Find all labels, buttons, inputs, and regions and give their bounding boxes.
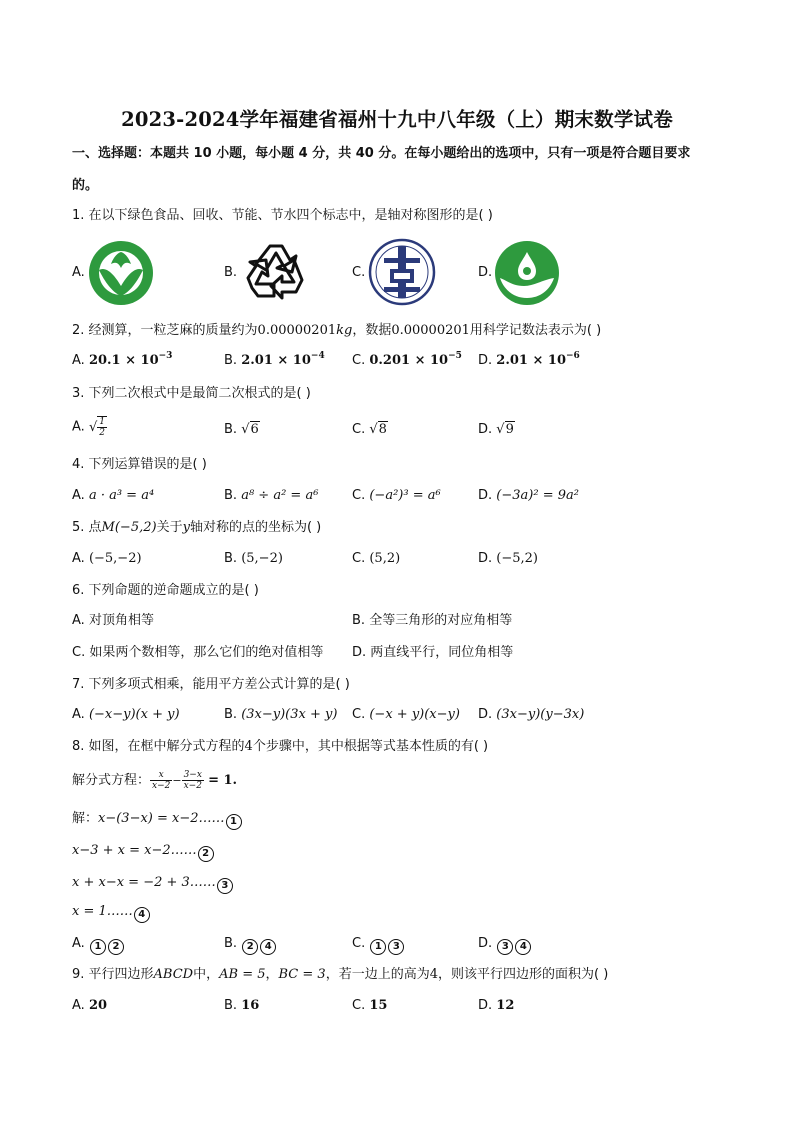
q4-option-c: [352, 487, 441, 505]
q3-option-c: C. √8: [352, 422, 387, 437]
q2-option-c-value: 0.201 × 10: [369, 353, 449, 368]
q7-option-a: [72, 706, 180, 724]
q6-option-a: [72, 612, 154, 630]
page-title: 2023-2024学年福建省福州十九中八年级（上）期末数学试卷: [121, 108, 673, 131]
q2-number-2: 0.00000201: [391, 323, 470, 338]
q8-equation-rhs: = 1.: [208, 773, 238, 788]
q9-option-c: [352, 997, 387, 1015]
q5-option-b: [224, 550, 283, 568]
q3-option-d: D. √9: [478, 422, 514, 437]
q8-option-b-marker-2: 4: [260, 939, 276, 955]
q8-option-b-marker-1: 2: [242, 939, 258, 955]
q4-option-b-expr: a⁸ ÷ a² = a⁶: [241, 488, 319, 503]
q2-option-c-exponent: −5: [448, 351, 462, 361]
q8-step-2-expr: x−3 + x = x−2……: [72, 843, 197, 858]
q7-option-d: [478, 706, 584, 724]
q2-stem-a: 2. 经测算，一粒芝麻的质量约为: [72, 323, 258, 338]
q8-step-3-expr: x + x−x = −2 + 3……: [72, 875, 216, 890]
q2-option-d-exponent: −6: [566, 351, 580, 361]
q9-option-a: [72, 997, 107, 1015]
q8-fraction-1-numerator: x: [150, 770, 172, 781]
q2-option-b-label: B.: [224, 353, 238, 368]
q4-option-c-expr: (−a²)³ = a⁶: [369, 488, 441, 503]
q4-option-a: [72, 487, 154, 505]
q6-option-d-text: 两直线平行，同位角相等: [370, 645, 514, 660]
question-7-stem: 7. 下列多项式相乘，能用平方差公式计算的是( ): [72, 677, 350, 692]
q1-option-d-label: D.: [478, 265, 493, 280]
q8-step-4-marker: 4: [134, 907, 150, 923]
q5-option-c-label: C.: [352, 551, 366, 566]
q2-stem-c: 用科学记数法表示为( ): [469, 323, 602, 338]
green-food-logo-icon: [88, 240, 154, 310]
q6-option-b: [352, 612, 512, 630]
q4-option-a-expr: a · a³ = a⁴: [88, 488, 155, 503]
q3-option-d-radicand: 9: [505, 422, 514, 437]
question-3-stem: 3. 下列二次根式中是最简二次根式的是( ): [72, 386, 311, 401]
q6-option-b-label: B.: [352, 613, 366, 628]
q2-option-a-exponent: −3: [158, 351, 173, 361]
q5-option-d: [478, 550, 538, 568]
q4-option-a-label: A.: [72, 488, 85, 503]
q8-step-3-marker: 3: [217, 878, 233, 894]
q8-solve-label: 解：: [72, 811, 99, 826]
q3-option-a: [72, 416, 107, 438]
q2-option-a: [72, 352, 172, 370]
q9-option-c-value: 15: [369, 998, 388, 1013]
q2-option-d-value: 2.01 × 10: [496, 353, 566, 368]
recycle-logo-icon: [244, 240, 308, 308]
q8-step-count: 4: [244, 739, 253, 754]
q2-option-d-label: D.: [478, 353, 493, 368]
q3-option-c-radicand: 8: [378, 422, 387, 437]
q9-option-a-label: A.: [72, 998, 85, 1013]
q5-option-b-expr: (5,−2): [241, 551, 283, 566]
q2-stem-b: ，数据: [352, 323, 392, 338]
q8-option-c-marker-2: 3: [388, 939, 404, 955]
q8-step-2-marker: 2: [198, 846, 214, 862]
q8-step-4-expr: x = 1……: [72, 904, 133, 919]
q5-option-b-label: B.: [224, 551, 238, 566]
q9-option-a-value: 20: [88, 998, 108, 1013]
question-1-stem: 1. 在以下绿色食品、回收、节能、节水四个标志中，是轴对称图形的是( ): [72, 208, 493, 223]
q8-step-1: [72, 810, 243, 830]
q6-option-c-text: 如果两个数相等，那么它们的绝对值相等: [89, 645, 324, 660]
q9-stem-c: ，若一边上的高为: [325, 967, 430, 982]
q8-minus-sign: −: [172, 774, 182, 787]
water-saving-logo-icon: [494, 240, 560, 310]
question-9-stem: [72, 966, 608, 984]
q7-option-c: [352, 706, 460, 724]
q4-option-b: [224, 487, 318, 505]
q7-option-a-expr: (−x−y)(x + y): [88, 707, 180, 722]
q7-option-c-label: C.: [352, 707, 366, 722]
q8-fraction-1-denominator: x−2: [152, 781, 171, 791]
q5-option-d-expr: (−5,2): [496, 551, 539, 566]
q9-shape: ABCD: [153, 967, 194, 982]
q8-option-d-marker-2: 4: [515, 939, 531, 955]
q8-fraction-2-numerator: 3−x: [183, 770, 202, 780]
q5-stem-c: 轴对称的点的坐标为( ): [189, 520, 322, 535]
q8-option-b-label: B.: [224, 936, 238, 951]
q2-option-c: [352, 352, 462, 370]
q8-option-a-marker-2: 2: [108, 939, 124, 955]
q9-option-b-value: 16: [241, 998, 260, 1013]
q3-option-d-label: D.: [478, 422, 493, 437]
q3-option-b-label: B.: [224, 422, 238, 437]
q6-option-c-label: C.: [72, 645, 86, 660]
q4-option-d-expr: (−3a)² = 9a²: [496, 488, 579, 503]
question-8-stem: [72, 738, 488, 756]
q3-option-c-label: C.: [352, 422, 366, 437]
q1-option-a-label: A.: [72, 265, 85, 280]
q2-option-b-value: 2.01 × 10: [241, 353, 311, 368]
q9-side-ab: AB = 5: [219, 967, 266, 982]
q8-option-c: [352, 935, 405, 955]
q7-option-d-label: D.: [478, 707, 493, 722]
q9-stem-a: 9. 平行四边形: [72, 967, 154, 982]
q3-option-a-numerator: 1: [99, 417, 105, 427]
q5-stem-a: 5. 点: [72, 520, 102, 535]
q8-fraction-2-denominator: x−2: [183, 781, 202, 791]
q5-point: M(−5,2): [101, 520, 157, 535]
q4-option-d-label: D.: [478, 488, 493, 503]
section-heading: 一、选择题：本题共 10 小题，每小题 4 分，共 40 分。在每小题给出的选项中，只有一项是符合题目要求: [72, 146, 691, 161]
q4-option-b-label: B.: [224, 488, 238, 503]
question-4-stem: 4. 下列运算错误的是( ): [72, 457, 207, 472]
q2-unit: kg: [336, 323, 353, 338]
q8-step-3: [72, 874, 234, 894]
q8-equation: [72, 770, 237, 791]
q5-axis: y: [182, 520, 190, 535]
q7-option-c-expr: (−x + y)(x−y): [369, 707, 460, 722]
q2-option-d: [478, 352, 580, 370]
energy-saving-logo-icon: [368, 238, 436, 310]
q9-separator: ，: [265, 967, 279, 982]
q7-option-a-label: A.: [72, 707, 85, 722]
q8-option-d: [478, 935, 532, 955]
question-5-stem: [72, 519, 321, 537]
q5-option-d-label: D.: [478, 551, 493, 566]
q2-option-a-value: 20.1 × 10: [88, 353, 159, 368]
q8-option-a-marker-1: 1: [90, 939, 106, 955]
q9-option-b: [224, 997, 259, 1015]
q8-step-4: [72, 903, 151, 923]
question-2-stem: [72, 322, 601, 340]
q9-option-d-value: 12: [496, 998, 515, 1013]
q6-option-c: [72, 644, 323, 662]
q3-option-a-denominator: 2: [99, 428, 105, 438]
q5-option-c: [352, 550, 400, 568]
q9-stem-b: 中，: [193, 967, 220, 982]
q8-option-c-marker-1: 1: [370, 939, 386, 955]
q9-option-d: [478, 997, 514, 1015]
q6-option-a-label: A.: [72, 613, 85, 628]
q6-option-a-text: 对顶角相等: [88, 613, 154, 628]
q8-option-a: [72, 935, 125, 955]
q5-option-c-expr: (5,2): [369, 551, 401, 566]
q2-number-1: 0.00000201: [257, 323, 337, 338]
q3-option-a-sqrt: √ $\frac{1}{2}$: [88, 417, 105, 438]
q5-option-a-expr: (−5,−2): [88, 551, 142, 566]
q2-option-a-label: A.: [72, 353, 85, 368]
q9-option-d-label: D.: [478, 998, 493, 1013]
q8-option-d-marker-1: 3: [497, 939, 513, 955]
q8-step-1-expr: x−(3−x) = x−2……: [98, 811, 225, 826]
q3-option-b-radicand: 6: [250, 422, 259, 437]
q8-option-b: [224, 935, 277, 955]
q7-option-b-label: B.: [224, 707, 238, 722]
q9-height: 4: [429, 967, 438, 982]
q8-step-2: [72, 842, 215, 862]
q8-equation-label: 解分式方程：: [72, 773, 151, 788]
q9-option-b-label: B.: [224, 998, 238, 1013]
q8-step-1-marker: 1: [226, 814, 242, 830]
q2-option-b-exponent: −4: [310, 351, 325, 361]
q8-option-c-label: C.: [352, 936, 366, 951]
q9-side-bc: BC = 3: [278, 967, 326, 982]
q7-option-b-expr: (3x−y)(3x + y): [241, 707, 338, 722]
q2-option-c-label: C.: [352, 353, 366, 368]
q8-stem-b: 个步骤中，其中根据等式基本性质的有( ): [252, 739, 489, 754]
q8-stem-a: 8. 如图，在框中解分式方程的: [72, 739, 245, 754]
q8-option-a-label: A.: [72, 936, 85, 951]
q6-option-d: [352, 644, 513, 662]
q5-stem-b: 关于: [156, 520, 183, 535]
q6-option-d-label: D.: [352, 645, 367, 660]
q7-option-b: [224, 706, 337, 724]
section-heading-cont: 的。: [72, 178, 99, 193]
q5-option-a-label: A.: [72, 551, 85, 566]
q1-option-b-label: B.: [224, 265, 238, 280]
q6-option-b-text: 全等三角形的对应角相等: [369, 613, 513, 628]
q4-option-d: [478, 487, 579, 505]
q4-option-c-label: C.: [352, 488, 366, 503]
q9-option-c-label: C.: [352, 998, 366, 1013]
q2-option-b: [224, 352, 325, 370]
q9-stem-d: ，则该平行四边形的面积为( ): [437, 967, 609, 982]
q5-option-a: [72, 550, 142, 568]
q7-option-d-expr: (3x−y)(y−3x): [496, 707, 585, 722]
q1-option-c-label: C.: [352, 265, 366, 280]
q3-option-a-label: A.: [72, 419, 85, 435]
q8-option-d-label: D.: [478, 936, 493, 951]
q3-option-b: B. √6: [224, 422, 259, 437]
question-6-stem: 6. 下列命题的逆命题成立的是( ): [72, 583, 259, 598]
